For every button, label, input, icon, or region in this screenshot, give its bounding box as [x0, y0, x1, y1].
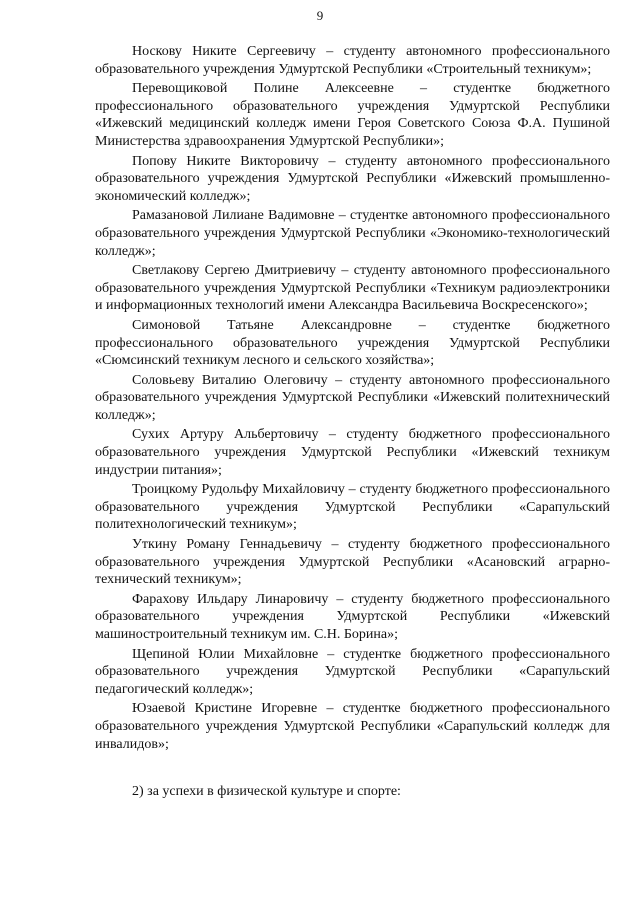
- award-entry: Симоновой Татьяне Александровне – студентке бюджетного профессионального образовательного учреждения Удмуртской Республики «Сюмсинский техникум лесного и сельского хозяйства»;: [95, 317, 610, 369]
- award-entry: Фарахову Ильдару Линаровичу – студенту бюджетного профессионального образовательного учреждения Удмуртской Республики «Ижевский машиностроительный техникум им. С.Н. Борина»;: [95, 591, 610, 642]
- section-heading: 2) за успехи в физической культуре и спорте:: [132, 784, 401, 800]
- award-entry: Щепиной Юлии Михайловне – студентке бюджетного профессионального образовательного учреждения Удмуртской Республики «Сарапульский педагогический колледж»;: [95, 646, 610, 697]
- page-number: 9: [316, 8, 324, 23]
- document-body: [95, 43, 610, 801]
- award-entry: Сухих Артуру Альбертовичу – студенту бюджетного профессионального образовательного учреждения Удмуртской Республики «Ижевский техникум индустрии питания»;: [95, 427, 610, 478]
- award-entry: Соловьеву Виталию Олеговичу – студенту автономного профессионального образовательного учреждения Удмуртской Республики «Ижевский политехнический колледж»;: [95, 372, 610, 423]
- award-entry: Уткину Роману Геннадьевичу – студенту бюджетного профессионального образовательного учреждения Удмуртской Республики «Асановский аграрно-технический техникум»;: [95, 537, 610, 588]
- award-entry: Светлакову Сергею Дмитриевичу – студенту автономного профессионального образовательного учреждения Удмуртской Республики «Техникум радиоэлектроники и информационных технологий имени Александра Васильевича Воскресенского»;: [95, 263, 610, 314]
- award-entry: Троицкому Рудольфу Михайловичу – студенту бюджетного профессионального образовательного учреждения Удмуртской Республики «Сарапульский политехнологический техникум»;: [95, 482, 610, 533]
- award-entry: Перевощиковой Полине Алексеевне – студентке бюджетного профессионального образовательного учреждения Удмуртской Республики «Ижевский медицинский колледж имени Героя Советского Союза Ф.А. Пушиной Министерства здравоохранения Удмуртской Республики»;: [95, 81, 610, 149]
- award-entry: Попову Никите Викторовичу – студенту автономного профессионального образовательного учреждения Удмуртской Республики «Ижевский промышленно-экономический колледж»;: [95, 153, 610, 204]
- award-entry: Юзаевой Кристине Игоревне – студентке бюджетного профессионального образовательного учреждения Удмуртской Республики «Сарапульский колледж для инвалидов»;: [95, 701, 610, 752]
- award-entry: Носкову Никите Сергеевичу – студенту автономного профессионального образовательного учреждения Удмуртской Республики «Строительный техникум»;: [95, 44, 610, 77]
- award-entry: Рамазановой Лилиане Вадимовне – студентке автономного профессионального образовательного учреждения Удмуртской Республики «Экономико-технологический колледж»;: [95, 208, 610, 259]
